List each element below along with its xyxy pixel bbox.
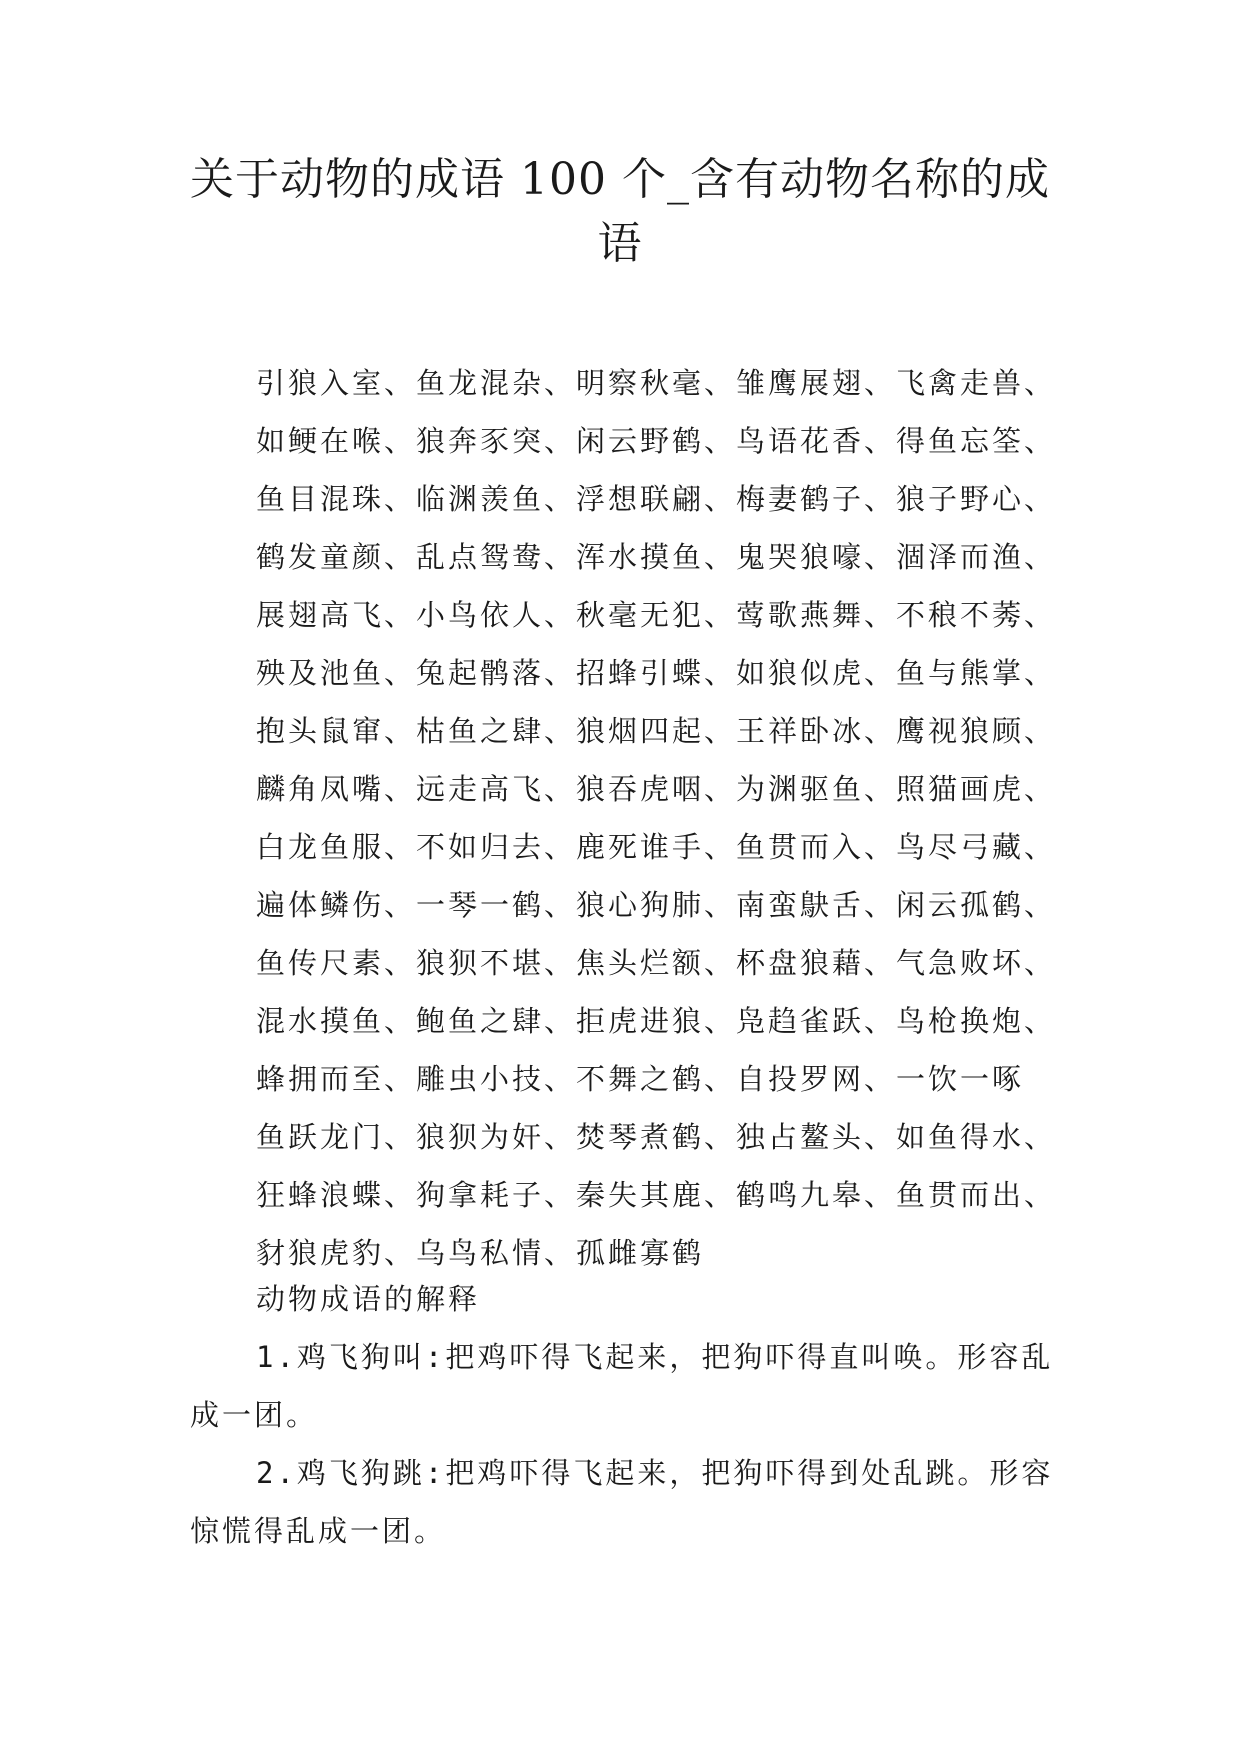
idiom-line: 展翅高飞、小鸟依人、秋毫无犯、莺歌燕舞、不稂不莠、: [256, 598, 1057, 632]
idiom-line: 蜂拥而至、雕虫小技、不舞之鹤、自投罗网、一饮一啄: [256, 1062, 1025, 1096]
explanation-section: [190, 1270, 1056, 1560]
idiom-line: 鱼目混珠、临渊羡鱼、浮想联翩、梅妻鹤子、狼子野心、: [256, 482, 1057, 516]
title-line-1: 关于动物的成语 100 个_含有动物名称的成: [190, 154, 1050, 205]
idiom-line: 引狼入室、鱼龙混杂、明察秋毫、雏鹰展翅、飞禽走兽、: [256, 366, 1057, 400]
idiom-line: 混水摸鱼、鲍鱼之肆、拒虎进狼、凫趋雀跃、鸟枪换炮、: [256, 1004, 1057, 1038]
title-line-2: 语: [597, 218, 643, 269]
idiom-line: 麟角凤嘴、远走高飞、狼吞虎咽、为渊驱鱼、照猫画虎、: [256, 772, 1057, 806]
idiom-line: 鱼传尺素、狼狈不堪、焦头烂额、杯盘狼藉、气急败坏、: [256, 946, 1057, 980]
idiom-line: 鹤发童颜、乱点鸳鸯、浑水摸鱼、鬼哭狼嚎、涸泽而渔、: [256, 540, 1057, 574]
section-heading: 动物成语的解释: [256, 1282, 481, 1316]
idiom-line: 殃及池鱼、兔起鹘落、招蜂引蝶、如狼似虎、鱼与熊掌、: [256, 656, 1057, 690]
idiom-line: 遍体鳞伤、一琴一鹤、狼心狗肺、南蛮鴃舌、闲云孤鹤、: [256, 888, 1057, 922]
idiom-line: 狂蜂浪蝶、狗拿耗子、秦失其鹿、鹤鸣九皋、鱼贯而出、: [256, 1178, 1057, 1212]
idiom-line: 如鲠在喉、狼奔豕突、闲云野鹤、鸟语花香、得鱼忘筌、: [256, 424, 1057, 458]
idiom-list: [256, 354, 1056, 1282]
document-title: [190, 148, 1050, 276]
idiom-line: 豺狼虎豹、乌鸟私情、孤雌寡鹤: [256, 1236, 705, 1270]
explanation-paragraph: 1.鸡飞狗叫:把鸡吓得飞起来，把狗吓得直叫唤。形容乱成一团。: [190, 1340, 1054, 1432]
idiom-line: 白龙鱼服、不如归去、鹿死谁手、鱼贯而入、鸟尽弓藏、: [256, 830, 1057, 864]
idiom-line: 抱头鼠窜、枯鱼之肆、狼烟四起、王祥卧冰、鹰视狼顾、: [256, 714, 1057, 748]
explanation-paragraph: 2.鸡飞狗跳:把鸡吓得飞起来，把狗吓得到处乱跳。形容惊慌得乱成一团。: [190, 1456, 1054, 1548]
idiom-line: 鱼跃龙门、狼狈为奸、焚琴煮鹤、独占鳌头、如鱼得水、: [256, 1120, 1057, 1154]
